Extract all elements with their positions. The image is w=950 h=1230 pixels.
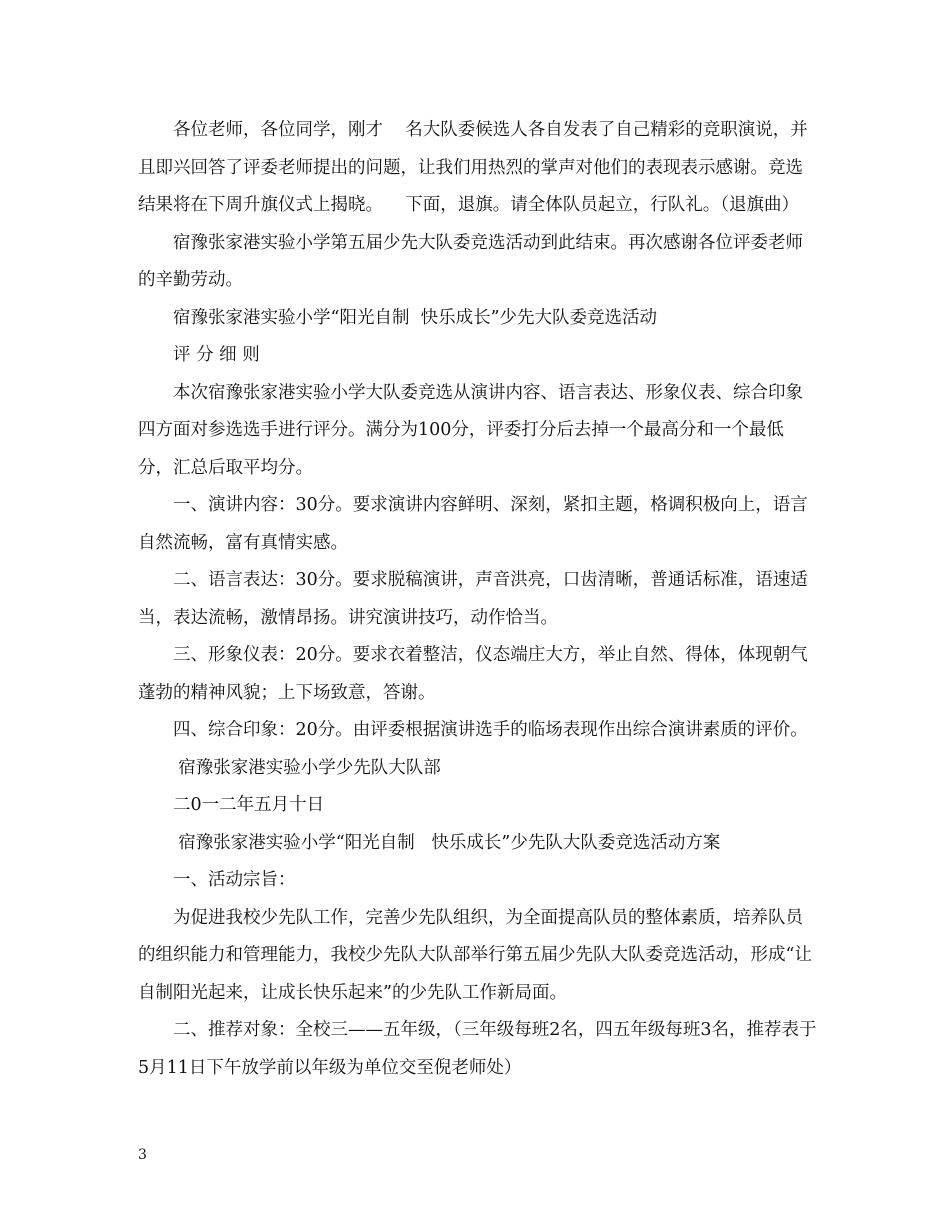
plan-title: 宿豫张家港实验小学“阳光自制 快乐成长”少先队大队委竞选活动方案 (178, 832, 721, 853)
criterion-appearance: 三、形象仪表：20分。要求衣着整洁，仪态端庄大方，举止自然、得体，体现朝气蓬勃的精神风貌；上下场致意，答谢。 (138, 645, 808, 703)
page-number: 3 (138, 1147, 147, 1163)
scoring-section-heading: 宿豫张家港实验小学“阳光自制 快乐成长”少先大队委竞选活动 (173, 307, 658, 328)
nomination-paragraph: 二、推荐对象：全校三——五年级，（三年级每班2名，四五年级每班3名，推荐表于5月11日下午放学前以年级为单位交至倪老师处） (138, 1020, 817, 1078)
criterion-language-expression: 二、语言表达：30分。要求脱稿演讲，声音洪亮，口齿清晰，普通话标准，语速适当，表达流畅，激情昂扬。讲究演讲技巧，动作恰当。 (138, 570, 808, 628)
scoring-intro-paragraph: 本次宿豫张家港实验小学大队委竞选从演讲内容、语言表达、形象仪表、综合印象四方面对参选选手进行评分。满分为100分，评委打分后去掉一个最高分和一个最低分，汇总后取平均分。 (138, 382, 803, 478)
closing-remarks-paragraph: 各位老师，各位同学，刚才 名大队委候选人各自发表了自己精彩的竞职演说，并且即兴回答了评委老师提出的问题，让我们用热烈的掌声对他们的表现表示感谢。竞选结果将在下周升旗仪式上揭晓。 下面，退旗。请全体队员起立，行队礼。（退旗曲） (138, 120, 808, 215)
criterion-speech-content: 一、演讲内容：30分。要求演讲内容鲜明、深刻，紧扣主题，格调积极向上，语言自然流畅，富有真情实感。 (138, 495, 808, 553)
issue-date: 二0一二年五月十日 (173, 795, 325, 815)
issuer-signature: 宿豫张家港实验小学少先队大队部 (178, 757, 441, 778)
event-conclusion-paragraph: 宿豫张家港实验小学第五届少先大队委竞选活动到此结束。再次感谢各位评委老师的辛勤劳动。 (138, 232, 803, 290)
scoring-rules-title: 评 分 细 则 (173, 345, 260, 365)
purpose-paragraph: 为促进我校少先队工作，完善少先队组织，为全面提高队员的整体素质，培养队员的组织能力和管理能力，我校少先队大队部举行第五届少先队大队委竞选活动，形成“让自制阳光起来，让成长快乐起来”的少先队工作新局面。 (138, 907, 812, 1003)
criterion-overall-impression: 四、综合印象：20分。由评委根据演讲选手的临场表现作出综合演讲素质的评价。 (173, 720, 808, 740)
document-body (138, 112, 818, 1087)
purpose-heading: 一、活动宗旨： (173, 870, 296, 890)
